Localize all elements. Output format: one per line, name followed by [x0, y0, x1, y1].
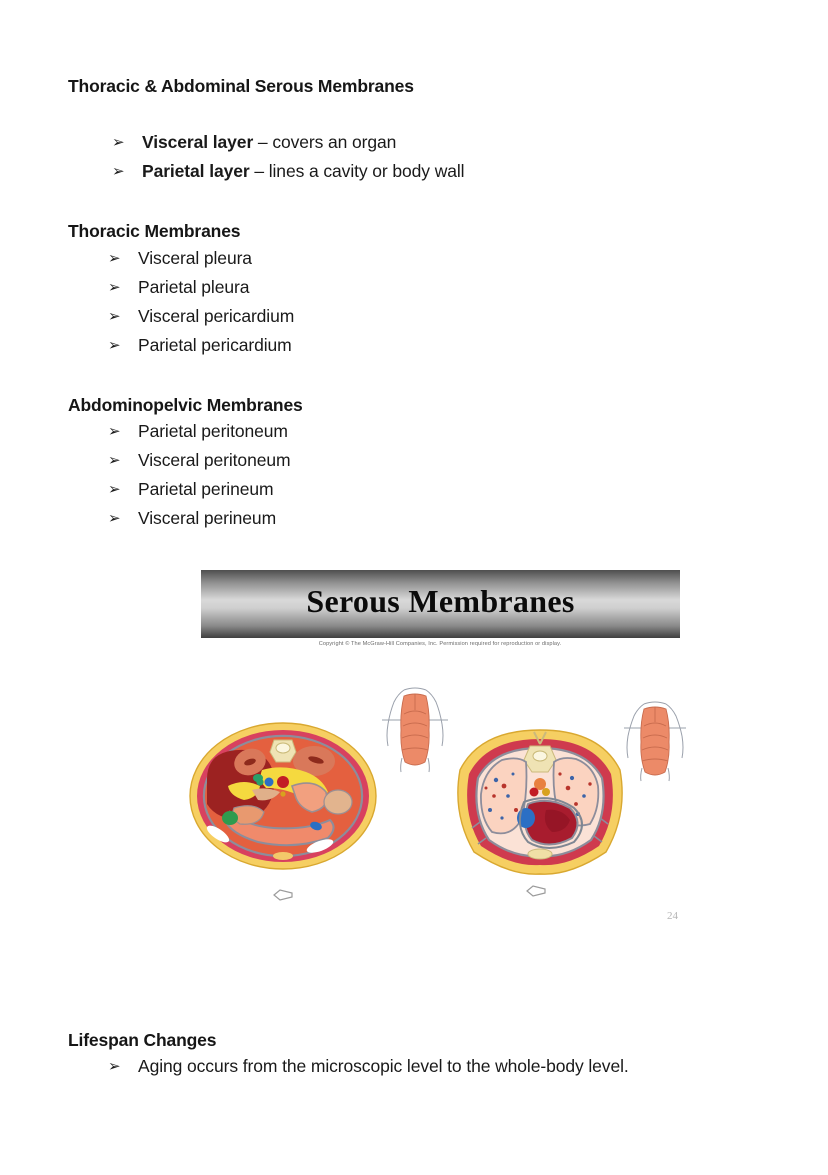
list-item [108, 248, 294, 277]
list-item [112, 161, 464, 190]
arrow-bullet-icon: ➢ [108, 452, 121, 469]
list-item [108, 306, 294, 335]
thoracic-section-direction-marker [525, 884, 547, 898]
list-item-label: Visceral peritoneum [138, 450, 291, 470]
list-item [108, 335, 294, 364]
slide-banner [201, 570, 680, 638]
arrow-bullet-icon: ➢ [108, 510, 121, 527]
copyright-notice: Copyright © The McGraw-Hill Companies, Inc. Permission required for reproduction or display. [318, 641, 562, 647]
list-item-definition: – lines a cavity or body wall [249, 161, 465, 181]
list-item-label: Parietal pericardium [138, 335, 292, 355]
abdominal-section-direction-marker [272, 888, 294, 902]
arrow-bullet-icon: ➢ [108, 337, 121, 354]
bullet-list-serous-membranes [68, 132, 464, 190]
arrow-bullet-icon: ➢ [112, 134, 125, 151]
section-heading-lifespan-changes: Lifespan Changes [68, 1030, 217, 1050]
thoracic-cross-section-figure [450, 726, 630, 881]
list-item [108, 1056, 629, 1085]
arrow-bullet-icon: ➢ [112, 163, 125, 180]
torso-orientation-diagram-abdominal [380, 684, 450, 774]
arrow-bullet-icon: ➢ [108, 279, 121, 296]
bullet-list-abdominopelvic-membranes [68, 421, 290, 537]
section-heading-abdominopelvic-membranes: Abdominopelvic Membranes [68, 395, 303, 415]
list-item-term: Visceral layer [142, 132, 254, 152]
list-item [108, 479, 290, 508]
section-heading-serous-membranes: Thoracic & Abdominal Serous Membranes [68, 76, 414, 96]
arrow-bullet-icon: ➢ [108, 423, 121, 440]
arrow-bullet-icon: ➢ [108, 1058, 121, 1075]
list-item-label [142, 132, 396, 153]
slide-number: 24 [667, 910, 678, 922]
list-item-label: Visceral perineum [138, 508, 277, 528]
list-item [112, 132, 464, 161]
list-item-definition: – covers an organ [253, 132, 397, 152]
torso-orientation-diagram-thoracic [622, 698, 688, 782]
list-item [108, 450, 290, 479]
list-item-term: Parietal layer [142, 161, 250, 181]
arrow-bullet-icon: ➢ [108, 250, 121, 267]
list-item [108, 421, 290, 450]
bullet-list-thoracic-membranes [68, 248, 294, 364]
list-item-label: Visceral pericardium [138, 306, 295, 326]
arrow-bullet-icon: ➢ [108, 308, 121, 325]
list-item [108, 277, 294, 306]
section-heading-thoracic-membranes: Thoracic Membranes [68, 221, 241, 241]
abdominal-cross-section-figure [188, 716, 378, 876]
slide-title: Serous Membranes [306, 583, 575, 619]
list-item-label: Parietal perineum [138, 479, 274, 499]
arrow-bullet-icon: ➢ [108, 481, 121, 498]
bullet-list-lifespan-changes [68, 1056, 629, 1085]
list-item-label [142, 161, 464, 182]
list-item [108, 508, 290, 537]
list-item-label: Parietal peritoneum [138, 421, 288, 441]
list-item-label: Visceral pleura [138, 248, 252, 268]
list-item-label: Parietal pleura [138, 277, 250, 297]
slide-image-serous-membranes [180, 556, 700, 938]
list-item-label: Aging occurs from the microscopic level to the whole-body level. [138, 1056, 629, 1076]
